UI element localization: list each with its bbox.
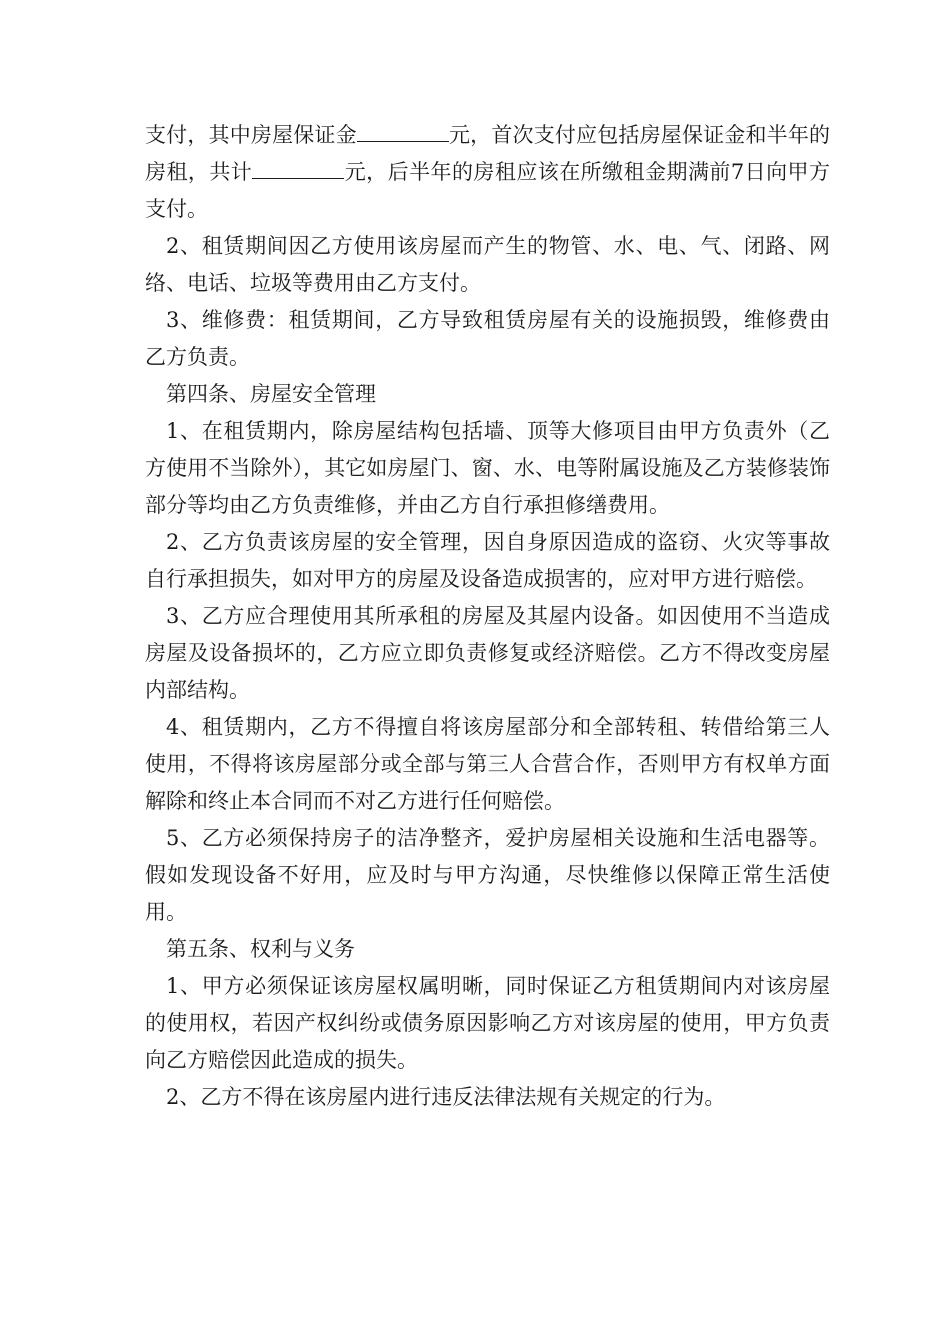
paragraph-text: 支付，其中房屋保证金 [145, 123, 357, 147]
paragraph-payment [145, 117, 830, 228]
document-body [145, 117, 830, 1116]
paragraph-article-4-item-4: 4、租赁期内，乙方不得擅自将该房屋部分和全部转租、转借给第三人使用，不得将该房屋部分或全部与第三人合营合作，否则甲方有权单方面解除和终止本合同而不对乙方进行任何赔偿。 [145, 715, 830, 813]
section-heading-article-4: 第四条、房屋安全管理 [166, 382, 376, 406]
paragraph-text: 元，首次支付应包括房屋保证金和半年的房租，共计 [145, 123, 831, 184]
paragraph-article-4-item-2: 2、乙方负责该房屋的安全管理，因自身原因造成的盗窃、火灾等事故自行承担损失，如对甲方的房屋及设备造成损害的，应对甲方进行赔偿。 [145, 530, 830, 591]
paragraph-text: 元，后半年的房租应该在所缴租金期满前7日向甲方支付。 [145, 160, 831, 221]
paragraph-article-5-item-1: 1、甲方必须保证该房屋权属明晰，同时保证乙方租赁期间内对该房屋的使用权，若因产权纠纷或债务原因影响乙方对该房屋的使用，甲方负责向乙方赔偿因此造成的损失。 [145, 974, 830, 1072]
deposit-blank-field[interactable] [357, 121, 449, 142]
paragraph-article-4-item-1: 1、在租赁期内，除房屋结构包括墙、顶等大修项目由甲方负责外（乙方使用不当除外），其它如房屋门、窗、水、电等附属设施及乙方装修装饰部分等均由乙方负责维修，并由乙方自行承担修缮费用。 [145, 419, 830, 517]
paragraph-utilities: 2、租赁期间因乙方使用该房屋而产生的物管、水、电、气、闭路、网络、电话、垃圾等费用由乙方支付。 [145, 234, 830, 295]
paragraph-repair-fee: 3、维修费：租赁期间，乙方导致租赁房屋有关的设施损毁，维修费由乙方负责。 [145, 308, 830, 369]
paragraph-article-4-item-5: 5、乙方必须保持房子的洁净整齐，爱护房屋相关设施和生活电器等。假如发现设备不好用，应及时与甲方沟通，尽快维修以保障正常生活使用。 [145, 826, 830, 924]
total-blank-field[interactable] [252, 158, 344, 179]
paragraph-article-4-item-3: 3、乙方应合理使用其所承租的房屋及其屋内设备。如因使用不当造成房屋及设备损坏的，乙方应立即负责修复或经济赔偿。乙方不得改变房屋内部结构。 [145, 604, 830, 702]
paragraph-article-5-item-2: 2、乙方不得在该房屋内进行违反法律法规有关规定的行为。 [166, 1085, 726, 1109]
section-heading-article-5: 第五条、权利与义务 [166, 937, 355, 961]
